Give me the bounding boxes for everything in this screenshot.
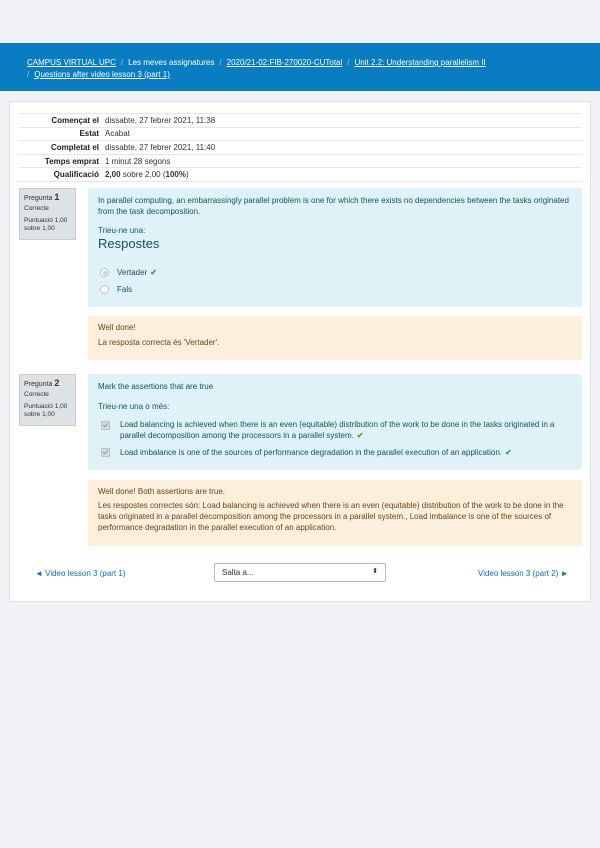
answer-option-text [120,419,569,441]
summary-label: Completat el [19,141,102,155]
summary-value: dissabte, 27 febrer 2021, 11:40 [102,141,582,155]
right-answer: La resposta correcta és 'Vertader'. [98,338,220,347]
question-info-2 [19,374,76,426]
answer-prompt: Trieu-ne una o més: [98,402,170,411]
check-icon: ✔ [356,431,364,440]
question-number-value: 1 [54,192,60,202]
breadcrumb-link-campus[interactable]: CAMPUS VIRTUAL UPC [27,58,116,67]
right-answer: Les respostes correctes són: Load balancing is achieved when there is an even (equitable) distribution of the work to be done in the tasks originated in a parallel decomposition among the processors in a parallel system., Load imbalance is one of the sources of performance degradation in the parallel execution of an application. [98,501,564,532]
table-row [19,168,582,182]
question-info-1 [19,188,76,240]
feedback-title: Well done! [98,323,136,332]
question-grade-score: Puntuació 1,00 [24,403,68,410]
question-grade-max: sobre 1,00 [24,411,55,418]
question-state: Correcte [24,205,49,212]
answer-option-label: Load balancing is achieved when there is an even (equitable) distribution of the work to be done in the tasks originated in a parallel decomposition among the processors in a parallel system. [120,420,555,440]
radio-button[interactable] [100,285,109,294]
breadcrumb-separator: / [347,58,350,67]
jump-to-value: Salta a... [222,568,254,577]
question-state: Correcte [24,391,49,398]
attempt-summary-table [19,113,582,182]
feedback-1 [88,316,582,360]
breadcrumb-separator: / [27,70,30,79]
grade-value [102,168,582,182]
question-number [24,378,71,390]
question-grade-score: Puntuació 1,00 [24,217,68,224]
checkbox-checked[interactable] [101,448,110,457]
answer-option-label: Fals [117,285,133,294]
radio-button-checked[interactable] [100,268,109,277]
table-row [19,127,582,141]
summary-value: dissabte, 27 febrer 2021, 11:38 [102,114,582,128]
summary-label: Temps emprat [19,154,102,168]
breadcrumb-link-quiz[interactable]: Questions after video lesson 3 (part 1) [34,70,170,79]
grade-max: sobre 2,00 ( [120,170,166,180]
question-grade [24,217,71,233]
answer-option-assertion-1[interactable] [101,419,569,441]
feedback-2 [88,480,582,546]
breadcrumb-separator: / [120,58,124,67]
grade-close: ) [185,170,189,180]
answer-option-false[interactable] [100,285,132,294]
summary-value: Acabat [102,127,582,141]
answer-option-assertion-2[interactable] [101,448,512,457]
table-row [19,154,582,168]
breadcrumb-link-course[interactable]: 2020/21-02:FIB-270020-CUTotal [226,58,343,67]
table-row [19,114,582,128]
table-row [19,141,582,155]
jump-to-select[interactable] [214,563,386,582]
breadcrumb-item-courses[interactable]: Les meves assignatures [128,58,215,67]
next-activity-link[interactable]: Video lesson 3 (part 2) ► [478,569,569,578]
question-content-1 [88,188,582,307]
question-grade-max: sobre 1,00 [24,225,55,232]
answers-heading: Respostes [98,236,160,251]
question-grade [24,403,71,419]
question-label: Pregunta [24,381,53,388]
top-strip [0,0,600,43]
answer-option-label: Vertader [117,268,148,277]
grade-percent: 100% [165,170,186,180]
check-icon: ✔ [150,268,157,277]
feedback-title: Well done! Both assertions are true. [98,487,226,496]
answer-option-label: Load imbalance is one of the sources of performance degradation in the parallel execution of an application. [120,448,503,457]
breadcrumb [27,57,587,81]
question-text: In parallel computing, an embarrassingly parallel problem is one for which there exists no dependencies between the tasks originated from the task decomposition. [98,196,569,216]
summary-label: Qualificació [19,168,102,182]
question-number-value: 2 [54,378,60,388]
question-label: Pregunta [24,195,53,202]
updown-arrow-icon: ⬍ [372,568,378,575]
question-text: Mark the assertions that are true [98,382,214,391]
breadcrumb-link-unit[interactable]: Unit 2.2: Understanding parallelism II [354,58,486,67]
answer-prompt: Trieu-ne una: [98,226,146,235]
breadcrumb-separator: / [219,58,222,67]
question-number [24,192,71,204]
checkbox-checked[interactable] [101,421,110,430]
summary-value: 1 minut 28 segons [102,154,582,168]
summary-label: Estat [19,127,102,141]
answer-option-true[interactable] [100,268,157,277]
summary-label: Començat el [19,114,102,128]
check-icon: ✔ [505,448,512,457]
grade-score: 2,00 [105,170,121,180]
prev-activity-link[interactable]: ◄ Video lesson 3 (part 1) [35,569,126,578]
